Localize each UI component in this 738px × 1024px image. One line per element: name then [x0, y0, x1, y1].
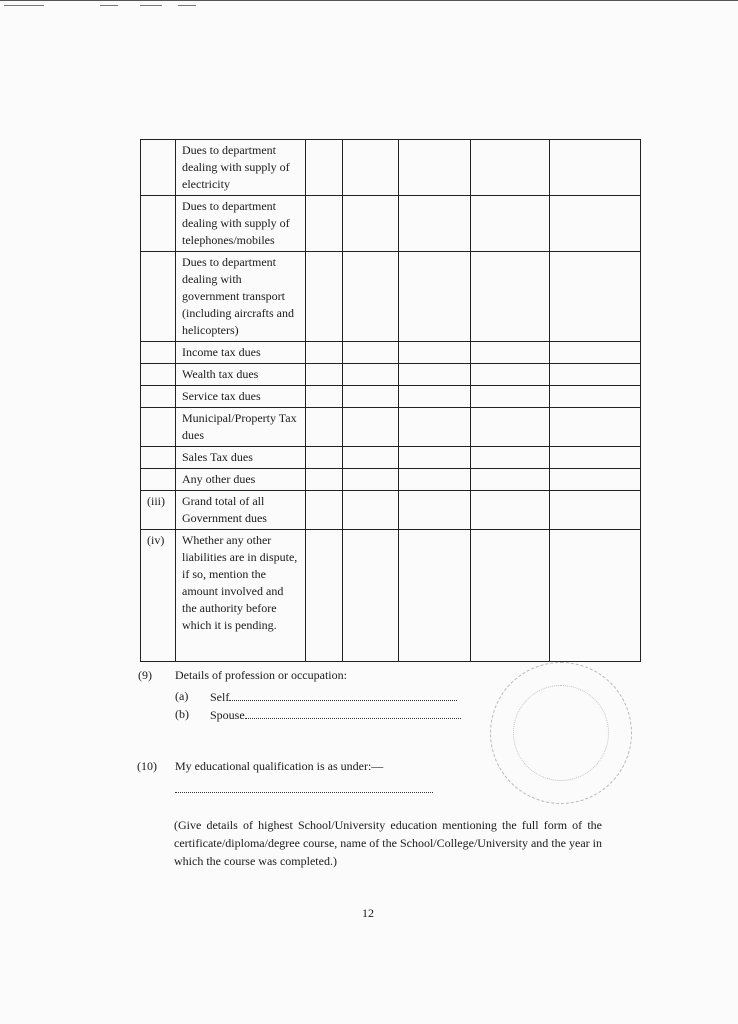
row-description-cell: Service tax dues: [176, 386, 306, 408]
row-number-cell: (iii): [141, 491, 176, 530]
top-border-line: [0, 0, 738, 1]
amount-cell: [306, 196, 343, 252]
row-description-cell: Dues to department dealing with supply of electricity: [176, 140, 306, 196]
section-9b-text: Spouse: [210, 708, 245, 722]
amount-cell: [471, 408, 550, 447]
amount-cell: [550, 530, 641, 662]
official-stamp: [490, 662, 632, 804]
page-number: 12: [362, 906, 374, 920]
amount-cell: [343, 491, 399, 530]
amount-cell: [399, 140, 471, 196]
amount-cell: [471, 386, 550, 408]
amount-cell: [343, 364, 399, 386]
spouse-fill-line: [245, 706, 461, 719]
section-9b-label: (b): [175, 707, 189, 721]
self-fill-line: [229, 688, 457, 701]
amount-cell: [471, 491, 550, 530]
amount-cell: [550, 196, 641, 252]
section-9a-text: Self: [210, 690, 230, 704]
amount-cell: [550, 469, 641, 491]
header-dash: [4, 5, 44, 6]
amount-cell: [343, 408, 399, 447]
amount-cell: [550, 386, 641, 408]
amount-cell: [399, 447, 471, 469]
amount-cell: [399, 469, 471, 491]
table-row: [141, 469, 641, 491]
row-number-cell: (iv): [141, 530, 176, 662]
table-row: [141, 530, 641, 662]
stamp-inner-ring: [513, 685, 609, 781]
amount-cell: [471, 469, 550, 491]
row-description-cell: Municipal/Property Tax dues: [176, 408, 306, 447]
table-row: [141, 364, 641, 386]
section-10-number: (10): [137, 759, 157, 773]
row-description-cell: Wealth tax dues: [176, 364, 306, 386]
amount-cell: [343, 469, 399, 491]
amount-cell: [471, 140, 550, 196]
section-9b-row: [210, 706, 461, 724]
amount-cell: [471, 252, 550, 342]
amount-cell: [471, 364, 550, 386]
row-description-cell: Any other dues: [176, 469, 306, 491]
row-number-cell: [141, 386, 176, 408]
amount-cell: [306, 140, 343, 196]
amount-cell: [306, 447, 343, 469]
header-dash: [178, 5, 196, 6]
row-number-cell: [141, 469, 176, 491]
row-number-cell: [141, 252, 176, 342]
header-dash: [100, 5, 118, 6]
amount-cell: [306, 386, 343, 408]
amount-cell: [343, 140, 399, 196]
amount-cell: [550, 342, 641, 364]
amount-cell: [399, 196, 471, 252]
amount-cell: [550, 408, 641, 447]
education-fill-line: [175, 780, 433, 793]
amount-cell: [399, 530, 471, 662]
table-row: [141, 408, 641, 447]
amount-cell: [471, 447, 550, 469]
amount-cell: [343, 342, 399, 364]
table-row: [141, 252, 641, 342]
table-row: [141, 447, 641, 469]
amount-cell: [343, 196, 399, 252]
amount-cell: [343, 252, 399, 342]
amount-cell: [399, 364, 471, 386]
row-number-cell: [141, 342, 176, 364]
amount-cell: [343, 530, 399, 662]
amount-cell: [343, 386, 399, 408]
section-9a-label: (a): [175, 689, 189, 703]
amount-cell: [550, 140, 641, 196]
row-number-cell: [141, 408, 176, 447]
amount-cell: [550, 364, 641, 386]
row-number-cell: [141, 364, 176, 386]
amount-cell: [399, 491, 471, 530]
row-number-cell: [141, 140, 176, 196]
row-number-cell: [141, 196, 176, 252]
amount-cell: [399, 408, 471, 447]
amount-cell: [306, 364, 343, 386]
amount-cell: [399, 252, 471, 342]
section-9-number: (9): [138, 668, 152, 682]
amount-cell: [471, 530, 550, 662]
amount-cell: [550, 491, 641, 530]
amount-cell: [399, 386, 471, 408]
amount-cell: [471, 342, 550, 364]
amount-cell: [306, 491, 343, 530]
row-description-cell: Dues to department dealing with government transport (including aircrafts and helicopters): [176, 252, 306, 342]
section-9a-row: [210, 688, 457, 706]
amount-cell: [550, 252, 641, 342]
section-9-heading: Details of profession or occupation:: [175, 668, 347, 682]
amount-cell: [550, 447, 641, 469]
amount-cell: [306, 530, 343, 662]
row-description-cell: Whether any other liabilities are in dispute, if so, mention the amount involved and the authority before which it is pending.: [176, 530, 306, 662]
amount-cell: [471, 196, 550, 252]
amount-cell: [306, 252, 343, 342]
amount-cell: [306, 469, 343, 491]
amount-cell: [399, 342, 471, 364]
education-note: (Give details of highest School/University education mentioning the full form of the certificate/diploma/degree course, name of the School/College/University and the year in which the course was completed.): [174, 818, 602, 868]
section-10-heading: My educational qualification is as under:—: [175, 759, 384, 773]
education-fill-row: [175, 780, 433, 798]
row-description-cell: Income tax dues: [176, 342, 306, 364]
row-description-cell: Dues to department dealing with supply of telephones/mobiles: [176, 196, 306, 252]
liabilities-table: [140, 139, 641, 662]
row-description-cell: Sales Tax dues: [176, 447, 306, 469]
amount-cell: [306, 342, 343, 364]
table-row: [141, 386, 641, 408]
table-row: [141, 196, 641, 252]
header-dash: [140, 5, 162, 6]
table-row: [141, 140, 641, 196]
amount-cell: [343, 447, 399, 469]
table-row: [141, 342, 641, 364]
amount-cell: [306, 408, 343, 447]
table-row: [141, 491, 641, 530]
row-description-cell: Grand total of all Government dues: [176, 491, 306, 530]
row-number-cell: [141, 447, 176, 469]
